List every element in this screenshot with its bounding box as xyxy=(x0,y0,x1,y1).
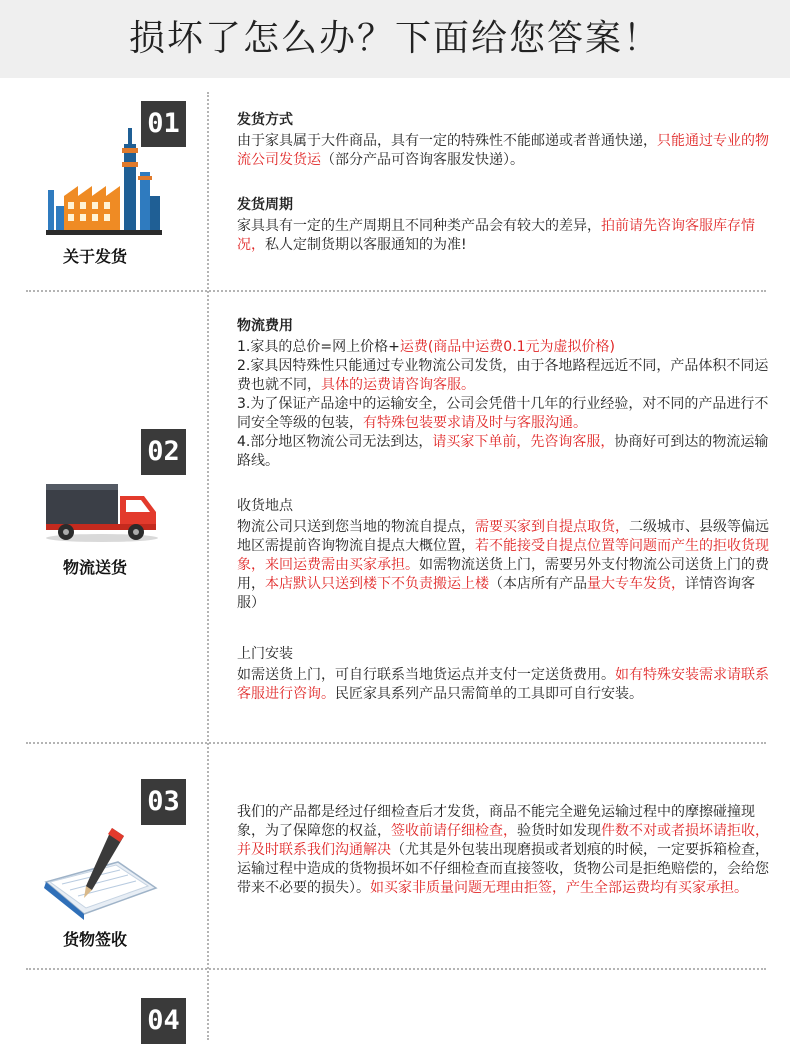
pickup-location-title: 收货地点 xyxy=(237,498,293,514)
section-label: 物流送货 xyxy=(62,558,127,577)
section-number-01: 01 xyxy=(141,101,186,147)
section-divider xyxy=(26,290,766,292)
section-divider xyxy=(26,968,766,970)
section-number-03: 03 xyxy=(141,779,186,825)
vertical-divider xyxy=(207,92,209,1040)
goods-receipt-block xyxy=(237,803,771,898)
section-number-02: 02 xyxy=(141,429,186,475)
pickup-location-block xyxy=(237,497,771,613)
installation-block xyxy=(237,645,771,704)
fee-line-1: 1.家具的总价=网上价格+运费(商品中运费0.1元为虚拟价格) xyxy=(237,339,616,355)
installation-text: 如需送货上门，可自行联系当地货运点并支付一定送货费用。如有特殊安装需求请联系客服进行咨询。民匠家具系列产品只需简单的工具即可自行安装。 xyxy=(237,667,769,702)
section-number-04: 04 xyxy=(141,998,186,1044)
goods-receipt-text: 我们的产品都是经过仔细检查后才发货，商品不能完全避免运输过程中的摩擦碰撞现象，为了保障您的权益，签收前请仔细检查，验货时如发现件数不对或者损坏请拒收，并及时联系我们沟通解决（尤其是外包装出现磨损或者划痕的时候，一定要拆箱检查，运输过程中造成的货物损坏如不仔细检查而直接签收，货物公司是拒绝赔偿的，会给您带来不必要的损失）。如买家非质量问题无理由拒签，产生全部运费均有买家承担。 xyxy=(237,804,769,896)
shipping-method-title: 发货方式 xyxy=(237,112,293,128)
shipping-cycle-block xyxy=(237,196,771,255)
shipping-cycle-title: 发货周期 xyxy=(237,197,293,213)
page-title: 损坏了怎么办？下面给您答案！ xyxy=(0,0,790,78)
delivery-truck-icon xyxy=(44,478,160,544)
pickup-location-text: 物流公司只送到您当地的物流自提点，需要买家到自提点取货，二级城市、县级等偏远地区需提前咨询物流自提点大概位置，若不能接受自提点位置等问题而产生的拒收货现象，来回运费需由买家承担。如需物流送货上门，需要另外支付物流公司送货上门的费用，本店默认只送到楼下不负责搬运上楼（本店所有产品量大专车发货，详情咨询客服） xyxy=(237,519,769,611)
logistics-fee-title: 物流费用 xyxy=(237,318,293,334)
shipping-cycle-text: 家具具有一定的生产周期且不同种类产品会有较大的差异，拍前请先咨询客服库存情况，私人定制货期以客服通知的为准! xyxy=(237,218,755,253)
shipping-method-block xyxy=(237,111,771,170)
fee-line-2: 2.家具因特殊性只能通过专业物流公司发货，由于各地路程远近不同，产品体积不同运费也就不同，具体的运费请咨询客服。 xyxy=(237,358,769,393)
factory-icon xyxy=(46,126,162,238)
fee-line-4: 4.部分地区物流公司无法到达，请买家下单前，先咨询客服，协商好可到达的物流运输路线。 xyxy=(237,434,769,469)
section-label: 货物签收 xyxy=(62,930,127,949)
logistics-fee-block xyxy=(237,317,771,471)
fee-line-3: 3.为了保证产品途中的运输安全，公司会凭借十几年的行业经验，对不同的产品进行不同安全等级的包装，有特殊包装要求请及时与客服沟通。 xyxy=(237,396,769,431)
section-divider xyxy=(26,742,766,744)
shipping-method-text: 由于家具属于大件商品，具有一定的特殊性不能邮递或者普通快递，只能通过专业的物流公司发货运（部分产品可咨询客服发快递）。 xyxy=(237,133,769,168)
installation-title: 上门安装 xyxy=(237,646,293,662)
notebook-pen-icon xyxy=(40,824,160,922)
section-label: 关于发货 xyxy=(62,247,127,266)
